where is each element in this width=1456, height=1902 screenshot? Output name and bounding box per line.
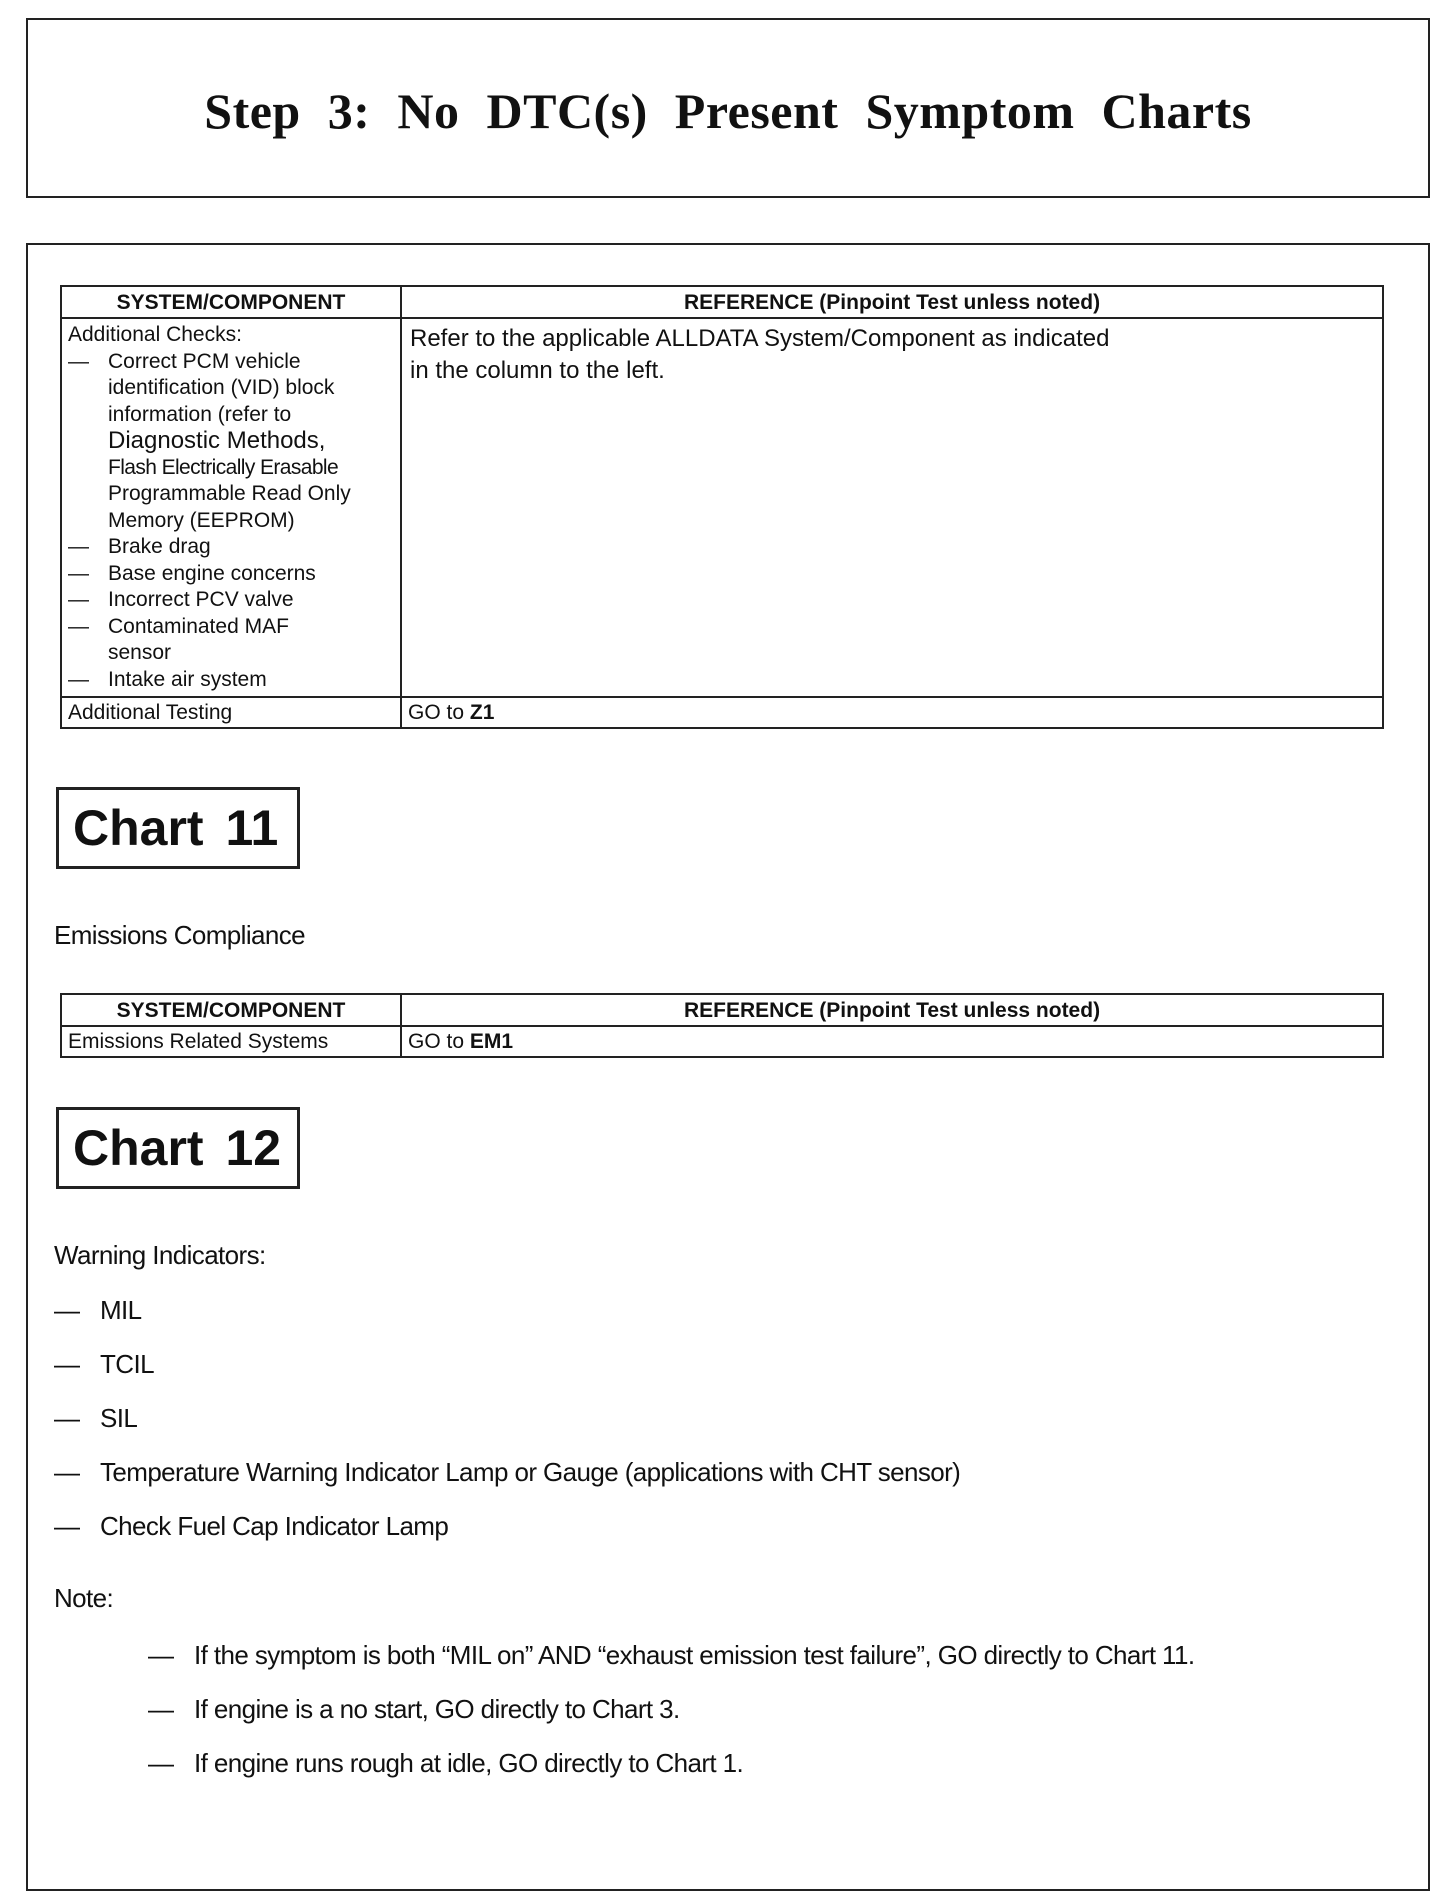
check-item: — Base engine concerns — [68, 561, 316, 585]
dash: — — [68, 349, 89, 373]
check-item: — Correct PCM vehicle — [68, 349, 400, 376]
note-item: — If engine is a no start, GO directly to Chart 3. — [148, 1694, 680, 1724]
check-item: — Intake air system — [68, 667, 267, 691]
reference-cell — [401, 1026, 1383, 1057]
check-item: — Brake drag — [68, 535, 211, 558]
header-system-component: SYSTEM/COMPONENT — [61, 994, 401, 1026]
main-content-box — [26, 243, 1430, 1891]
reference-text: Refer to the applicable ALLDATA System/Component as indicated in the column to the left. — [410, 325, 1110, 384]
chart-12-label: Chart 12 — [56, 1107, 300, 1189]
warning-indicators-title: Warning Indicators: — [54, 1240, 266, 1270]
check-item-continued: identification (VID) block — [108, 376, 335, 399]
note-title: Note: — [54, 1583, 114, 1613]
component-cell: Additional Testing — [61, 697, 401, 728]
symptom-table-additional — [60, 285, 1384, 729]
page-title: Step 3: No DTC(s) Present Symptom Charts — [204, 83, 1252, 139]
header-system-component: SYSTEM/COMPONENT — [61, 286, 401, 318]
pinpoint-code: EM1 — [469, 1030, 514, 1053]
chart-11-label: Chart 11 — [56, 787, 300, 869]
additional-checks-cell — [61, 318, 401, 697]
chart-11-subtitle: Emissions Compliance — [54, 920, 305, 950]
list-item: — MIL — [54, 1295, 142, 1325]
list-item: — SIL — [54, 1403, 138, 1433]
check-item-continued: Flash Electrically Erasable — [108, 455, 339, 479]
list-item: — Check Fuel Cap Indicator Lamp — [54, 1511, 449, 1541]
check-item-continued: Diagnostic Methods, — [108, 427, 326, 454]
component-cell: Emissions Related Systems — [61, 1026, 401, 1057]
list-item: — TCIL — [54, 1349, 154, 1379]
symptom-table-emissions — [60, 993, 1384, 1058]
check-item-continued: Memory (EEPROM) — [108, 508, 295, 532]
pinpoint-code: Z1 — [469, 701, 495, 724]
check-item-continued: sensor — [108, 641, 172, 664]
checks-heading: Additional Checks: — [68, 323, 242, 346]
table-header-row — [61, 994, 1383, 1026]
check-item-continued: Programmable Read Only — [108, 482, 351, 505]
reference-cell — [401, 318, 1383, 697]
check-item: — Incorrect PCV valve — [68, 588, 294, 611]
title-box — [26, 18, 1430, 198]
header-reference: REFERENCE (Pinpoint Test unless noted) — [401, 286, 1383, 318]
header-reference: REFERENCE (Pinpoint Test unless noted) — [401, 994, 1383, 1026]
note-item: — If engine runs rough at idle, GO directly to Chart 1. — [148, 1748, 744, 1778]
check-item-continued: information (refer to — [108, 402, 292, 426]
reference-cell — [401, 697, 1383, 728]
list-item: — Temperature Warning Indicator Lamp or Gauge (applications with CHT sensor) — [54, 1457, 961, 1487]
go-to-text: GO to — [408, 701, 465, 724]
table-header-row — [61, 286, 1383, 318]
check-item: — Contaminated MAF — [68, 614, 289, 638]
go-to-text: GO to — [408, 1030, 465, 1053]
table-row — [61, 697, 1383, 728]
note-item: — If the symptom is both “MIL on” AND “exhaust emission test failure”, GO directly to Chart 11. — [148, 1640, 1195, 1670]
table-row — [61, 318, 1383, 697]
table-row — [61, 1026, 1383, 1057]
